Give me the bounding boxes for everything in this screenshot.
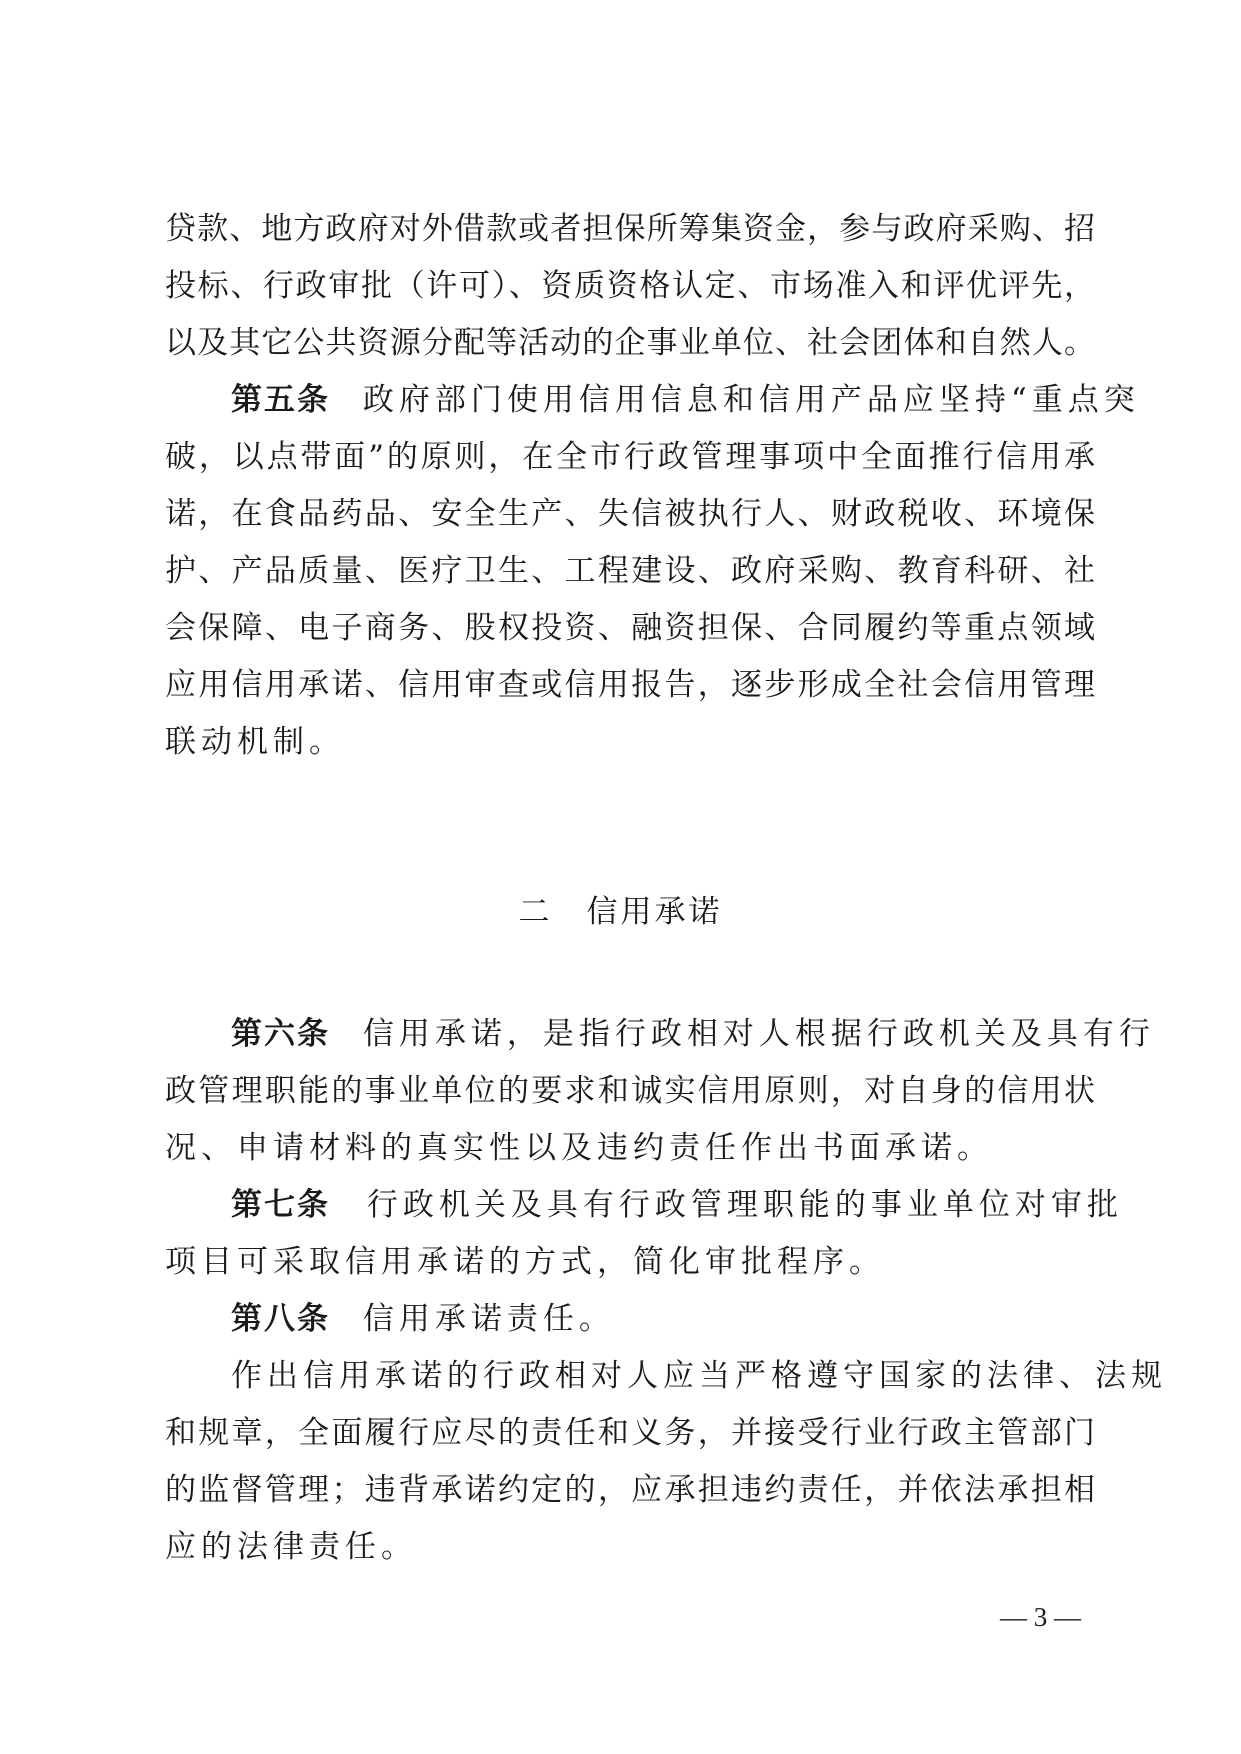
article-8-label: 第八条 bbox=[231, 1301, 330, 1337]
paragraph-line: 联动机制。 bbox=[165, 724, 345, 760]
paragraph-line: 项目可采取信用承诺的方式，简化审批程序。 bbox=[165, 1244, 885, 1280]
paragraph-line: 以及其它公共资源分配等活动的企事业单位、社会团体和自然人。 bbox=[165, 325, 1095, 361]
page-number: — 3 — bbox=[1000, 1602, 1081, 1632]
article-8-text: 信用承诺责任。 bbox=[362, 1301, 615, 1337]
paragraph-line: 诺，在食品药品、安全生产、失信被执行人、财政税收、环境保 bbox=[165, 496, 1095, 532]
paragraph-line: 破，以点带面”的原则，在全市行政管理事项中全面推行信用承 bbox=[165, 439, 1095, 475]
paragraph-line: 和规章，全面履行应尽的责任和义务，并接受行业行政主管部门 bbox=[165, 1415, 1095, 1451]
paragraph-line: 况、申请材料的真实性以及违约责任作出书面承诺。 bbox=[165, 1130, 993, 1166]
section-title: 信用承诺 bbox=[586, 894, 723, 930]
article-6-text: 信用承诺，是指行政相对人根据行政机关及具有行 bbox=[362, 1016, 1155, 1052]
section-number: 二 bbox=[518, 894, 553, 930]
paragraph-line: 贷款、地方政府对外借款或者担保所筹集资金，参与政府采购、招 bbox=[165, 211, 1095, 247]
article-8-first-line bbox=[231, 1301, 1095, 1337]
paragraph-line: 应用信用承诺、信用审查或信用报告，逐步形成全社会信用管理 bbox=[165, 667, 1095, 703]
article-7-label: 第七条 bbox=[231, 1187, 330, 1223]
article-7-text: 行政机关及具有行政管理职能的事业单位对审批 bbox=[366, 1187, 1123, 1223]
paragraph-line: 会保障、电子商务、股权投资、融资担保、合同履约等重点领域 bbox=[165, 610, 1095, 646]
article-6-label: 第六条 bbox=[231, 1016, 330, 1052]
paragraph-line: 政管理职能的事业单位的要求和诚实信用原则，对自身的信用状 bbox=[165, 1073, 1095, 1109]
article-7-first-line bbox=[231, 1187, 1123, 1223]
article-5-first-line bbox=[231, 382, 1140, 418]
article-5-label: 第五条 bbox=[231, 382, 330, 418]
paragraph-line: 应的法律责任。 bbox=[165, 1529, 417, 1565]
paragraph-line: 的监督管理；违背承诺约定的，应承担违约责任，并依法承担相 bbox=[165, 1472, 1095, 1508]
article-5-text: 政府部门使用信用信息和信用产品应坚持“重点突 bbox=[362, 382, 1140, 418]
article-6-first-line bbox=[231, 1016, 1155, 1052]
paragraph-line: 作出信用承诺的行政相对人应当严格遵守国家的法律、法规 bbox=[231, 1358, 1167, 1394]
paragraph-line: 投标、行政审批（许可）、资质资格认定、市场准入和评优评先， bbox=[165, 268, 1095, 304]
paragraph-line: 护、产品质量、医疗卫生、工程建设、政府采购、教育科研、社 bbox=[165, 553, 1095, 589]
section-heading bbox=[0, 894, 1241, 930]
